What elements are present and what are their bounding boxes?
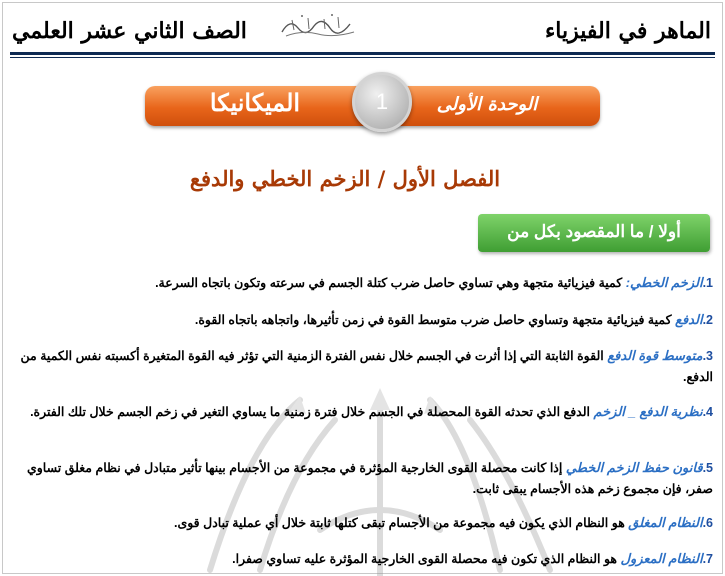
definition-item [13,457,713,500]
definition-term: قانون حفظ الزخم الخطي [565,460,703,475]
definition-number: 6. [702,516,713,530]
definition-item [13,345,713,388]
definition-text: هو النظام الذي تكون فيه محصلة القوى الخارجية المؤثرة عليه تساوي صفرا. [232,552,621,566]
definition-number: 3. [702,349,713,363]
definition-number: 4. [702,405,713,419]
definition-number: 7. [702,552,713,566]
definition-text: كمية فيزيائية متجهة وهي تساوي حاصل ضرب كتلة الجسم في سرعته وتكون باتجاه السرعة. [155,276,626,290]
definition-term: النظام المغلق [628,515,703,530]
section-title: أولا / ما المقصود بكل من [507,222,681,241]
definition-text: هو النظام الذي يكون فيه مجموعة من الأجسام تبقى كتلها ثابتة خلال أي عملية تبادل قوى. [173,516,629,530]
unit-label: الوحدة الأولى [436,94,538,115]
definition-text: الدفع الذي تحدثه القوة المحصلة في الجسم خلال فترة زمنية ما يساوي التغير في زخم الجسم خلال تلك الفترة. [30,405,594,419]
unit-number: 1 [375,89,389,114]
definition-term: متوسط قوة الدفع [607,348,703,363]
definition-item [13,401,713,423]
unit-title: الميكانيكا [209,88,301,117]
definition-text: القوة الثابتة التي إذا أثرت في الجسم خلال نفس الفترة الزمنية التي تؤثر فيه القوة المتغيرة أكسبته نفس الكمية من الدفع. [20,349,713,384]
definition-number: 1. [702,276,713,290]
chapter-title: الفصل الأول / الزخم الخطي والدفع [189,166,501,191]
definition-text: كمية فيزيائية متجهة وتساوي حاصل ضرب متوسط القوة في زمن تأثيرها، واتجاهه باتجاه القوة. [194,313,676,327]
definition-number: 5. [702,461,713,475]
definition-term: الزخم الخطي: [625,275,703,290]
definition-term: الدفع [675,312,703,327]
definition-term: نظرية الدفع _ الزخم [593,404,703,419]
definition-item [13,512,713,534]
subject-title: الماهر في الفيزياء [544,18,711,44]
definition-term: النظام المعزول [620,551,703,566]
definition-text: إذا كانت محصلة القوى الخارجية المؤثرة في مجموعة من الأجسام بينها تأثير متبادل في نظام مغلق تساوي صفر، فإن مجموع زخم هذه الأجسام يبقى ثابت. [26,461,713,496]
definition-item [13,548,713,570]
definition-item [13,272,713,294]
definition-number: 2. [702,313,713,327]
grade-title: الصف الثاني عشر العلمي [12,18,247,44]
definition-item [13,309,713,331]
